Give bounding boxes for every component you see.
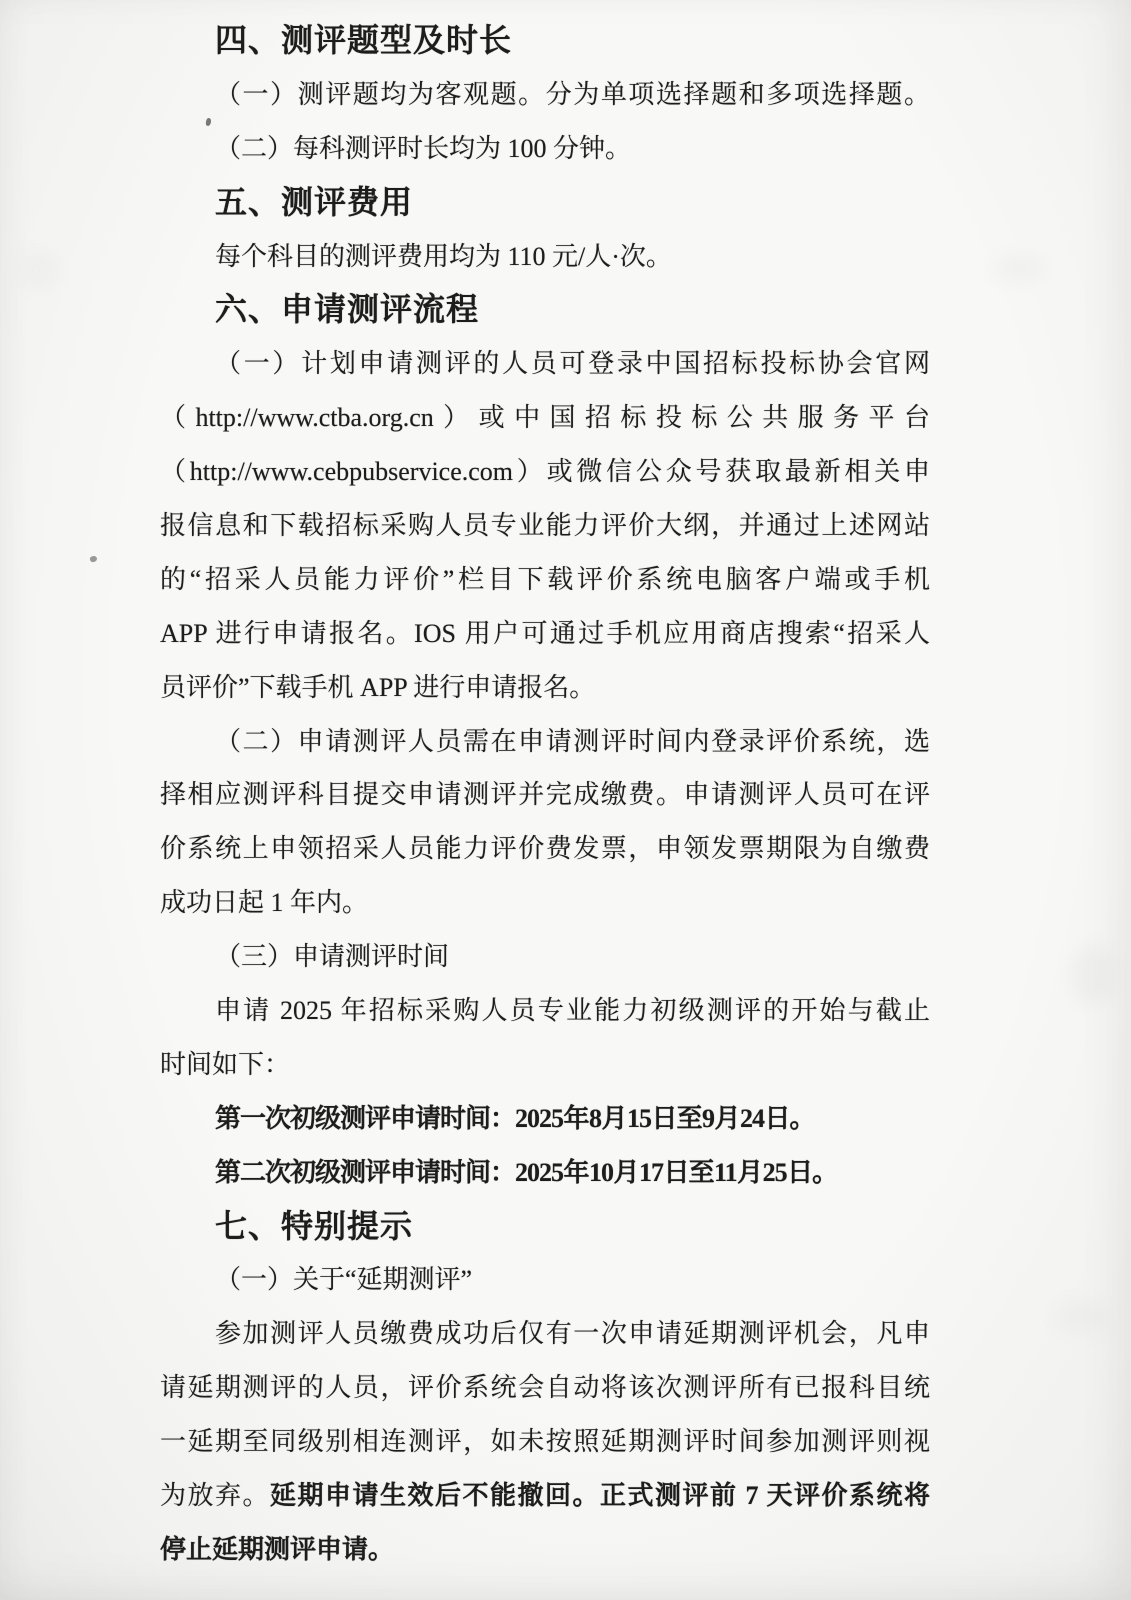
section-heading <box>160 283 930 337</box>
document-content <box>160 14 930 1577</box>
text-segment: 为放弃。 <box>160 1481 270 1511</box>
scan-speck <box>89 555 98 563</box>
scan-smudge <box>995 255 1045 281</box>
text-segment: 申请 2025 年招标采购人员专业能力初级测评的开始与截止 <box>215 996 930 1026</box>
text-segment: 第一次初级测评申请时间：2025 年 8 月 15 日至 9 月 24 日。 <box>215 1103 815 1133</box>
text-segment: （二）申请测评人员需在申请测评时间内登录评价系统，选 <box>215 726 930 756</box>
section-heading <box>160 1200 930 1254</box>
text-segment: （一）关于“延期测评” <box>215 1265 473 1295</box>
text-segment: （一）计划申请测评的人员可登录中国招标投标协会官网 <box>215 349 930 379</box>
text-segment: （http://www.cebpubservice.com）或微信公众号获取最新相关申 <box>160 457 930 487</box>
document-line <box>160 553 930 607</box>
document-line <box>160 661 930 715</box>
text-segment: 员评价”下载手机 APP 进行申请报名。 <box>160 672 596 702</box>
text-segment: 成功日起 1 年内。 <box>160 888 369 918</box>
text-segment: 一延期至同级别相连测评，如未按照延期测评时间参加测评则视 <box>160 1427 930 1457</box>
text-segment: 的“招采人员能力评价”栏目下载评价系统电脑客户端或手机 <box>160 564 930 594</box>
text-segment: 择相应测评科目提交申请测评并完成缴费。申请测评人员可在评 <box>160 780 930 810</box>
document-line <box>160 984 930 1038</box>
scan-smudge <box>1070 945 1116 1005</box>
document-line <box>160 337 930 391</box>
document-line <box>160 930 930 984</box>
document-line <box>160 1253 930 1307</box>
text-segment: 请延期测评的人员，评价系统会自动将该次测评所有已报科目统 <box>160 1373 930 1403</box>
document-line <box>160 1307 930 1361</box>
document-line <box>160 822 930 876</box>
text-segment: 延期申请生效后不能撤回。正式测评前 7 天评价系统将 <box>270 1481 930 1511</box>
text-segment: 停止延期测评申请。 <box>160 1534 395 1564</box>
text-segment: 报信息和下载招标采购人员专业能力评价大纲，并通过上述网站 <box>160 511 930 541</box>
scan-smudge <box>20 250 60 290</box>
document-line <box>160 607 930 661</box>
document-line <box>160 1415 930 1469</box>
section-heading <box>160 14 930 68</box>
document-line <box>160 230 930 284</box>
text-segment: 每个科目的测评费用均为 110 元/人·次。 <box>215 241 672 271</box>
text-segment: 七、特别提示 <box>215 1207 414 1244</box>
document-line <box>160 499 930 553</box>
document-line <box>160 715 930 769</box>
text-segment: （一）测评题均为客观题。分为单项选择题和多项选择题。 <box>215 79 930 109</box>
document-line <box>160 445 930 499</box>
text-segment: 四、测评题型及时长 <box>215 22 513 58</box>
document-line <box>160 1523 930 1577</box>
text-segment: （http://www.ctba.org.cn）或中国招标投标公共服务平台 <box>160 403 930 433</box>
document-line <box>160 122 930 176</box>
document-line <box>160 1361 930 1415</box>
text-segment: 价系统上申领招采人员能力评价费发票，申领发票期限为自缴费 <box>160 834 930 864</box>
document-line <box>160 1038 930 1092</box>
text-segment: 五、测评费用 <box>215 183 414 220</box>
text-segment: （二）每科测评时长均为 100 分钟。 <box>215 133 632 163</box>
document-line <box>160 68 930 122</box>
text-segment: 第二次初级测评申请时间：2025 年 10 月 17 日至 11 月 25 日。 <box>215 1157 838 1187</box>
text-segment: 时间如下： <box>160 1049 291 1079</box>
scan-smudge <box>1055 1300 1109 1334</box>
document-line <box>160 1146 930 1200</box>
text-segment: 六、申请测评流程 <box>215 291 480 328</box>
section-heading <box>160 176 930 230</box>
document-line <box>160 768 930 822</box>
text-segment: 参加测评人员缴费成功后仅有一次申请延期测评机会，凡申 <box>215 1319 930 1349</box>
document-line <box>160 1092 930 1146</box>
document-line <box>160 391 930 445</box>
text-segment: （三）申请测评时间 <box>215 942 450 972</box>
text-segment: APP 进行申请报名。IOS 用户可通过手机应用商店搜索“招采人 <box>160 618 930 648</box>
document-line <box>160 876 930 930</box>
document-line <box>160 1469 930 1523</box>
